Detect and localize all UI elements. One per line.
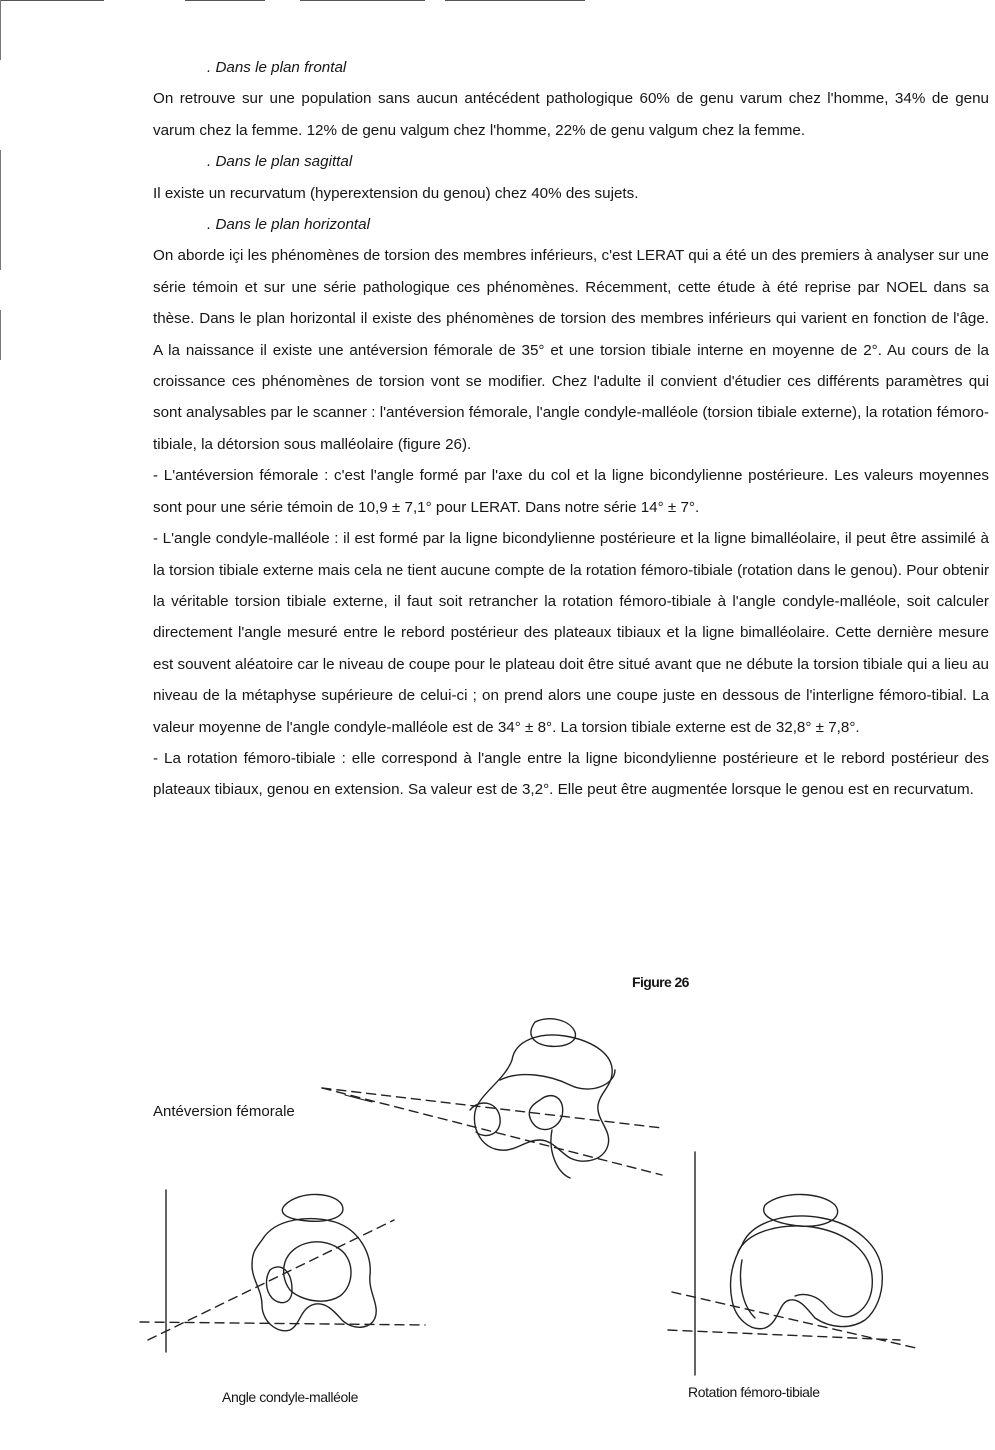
paragraph: On retrouve sur une population sans aucun antécédent pathologique 60% de genu varum chez l'homme, 34% de genu varum chez la femme. 12% de genu valgum chez l'homme, 22% de genu valgum chez la femme.	[153, 90, 989, 139]
paragraph: - L'angle condyle-malléole : il est formé par la ligne bicondylienne postérieure et la ligne bimalléolaire, il peut être assimilé à la torsion tibiale externe mais cela ne tient aucune compte de la rotation fémoro-tibiale (rotation dans le genou). Pour obtenir la véritable torsion tibiale externe, il faut soit retrancher la rotation fémoro-tibiale à l'angle condyle-malléole, soit calculer directement l'angle mesuré entre le rebord postérieur des plateaux tibiaux et la ligne bimalléolaire. Cette dernière mesure est souvent aléatoire car le niveau de coupe pour le plateau doit être situé avant que ne débute la torsion tibiale qui a lieu au niveau de la métaphyse supérieure de celui-ci ; on prend alors une coupe juste en dessous de l'interligne fémoro-tibial. La valeur moyenne de l'angle condyle-malléole est de 34° ± 8°. La torsion tibiale externe est de 32,8° ± 7,8°.	[153, 530, 989, 736]
label-anteversion: Antéversion fémorale	[153, 1103, 295, 1120]
section-subheading: . Dans le plan horizontal	[207, 216, 370, 234]
figure-caption: Figure 26	[632, 974, 689, 990]
scan-rule	[185, 0, 265, 1]
label-rotation-femoro-tibiale: Rotation fémoro-tibiale	[688, 1384, 820, 1400]
section-subheading: . Dans le plan sagittal	[207, 153, 353, 171]
scan-edge	[0, 0, 1, 60]
paragraph: On aborde içi les phénomènes de torsion des membres inférieurs, c'est LERAT qui a été un des premiers à analyser sur une série témoin et sur une série pathologique ces phénomènes. Récemment, cette étude à été reprise par NOEL dans sa thèse. Dans le plan horizontal il existe des phénomènes de torsion des membres inférieurs qui varient en fonction de l'âge. A la naissance il existe une antéversion fémorale de 35° et une torsion tibiale interne en moyenne de 2°. Au cours de la croissance ces phénomènes de torsion vont se modifier. Chez l'adulte il convient d'étudier ces différents paramètres qui sont analysables par le scanner : l'antéversion fémorale, l'angle condyle-malléole (torsion tibiale externe), la rotation fémoro-tibiale, la détorsion sous malléolaire (figure 26).	[153, 247, 989, 453]
scan-rule	[445, 0, 585, 1]
scan-rule	[0, 0, 104, 1]
scan-edge	[0, 310, 1, 360]
condyle-malleole-diagram	[140, 1190, 425, 1352]
figure-26-drawing	[0, 990, 995, 1390]
paragraph: Il existe un recurvatum (hyperextension du genou) chez 40% des sujets.	[153, 184, 639, 202]
scan-rule	[300, 0, 425, 1]
section-subheading: . Dans le plan frontal	[207, 59, 347, 76]
rotation-femoro-tibiale-diagram	[668, 1152, 916, 1375]
anteversion-diagram	[322, 1019, 662, 1178]
body-text	[153, 52, 989, 806]
scan-edge	[0, 150, 1, 270]
paragraph: - La rotation fémoro-tibiale : elle correspond à l'angle entre la ligne bicondylienne postérieure et le rebord postérieur des plateaux tibiaux, genou en extension. Sa valeur est de 3,2°. Elle peut être augmentée lorsque le genou est en recurvatum.	[153, 749, 989, 799]
label-condyle-malleole: Angle condyle-malléole	[222, 1389, 358, 1405]
paragraph: - L'antéversion fémorale : c'est l'angle formé par l'axe du col et la ligne bicondylienne postérieure. Les valeurs moyennes sont pour une série témoin de 10,9 ± 7,1° pour LERAT. Dans notre série 14° ± 7°.	[153, 467, 989, 516]
